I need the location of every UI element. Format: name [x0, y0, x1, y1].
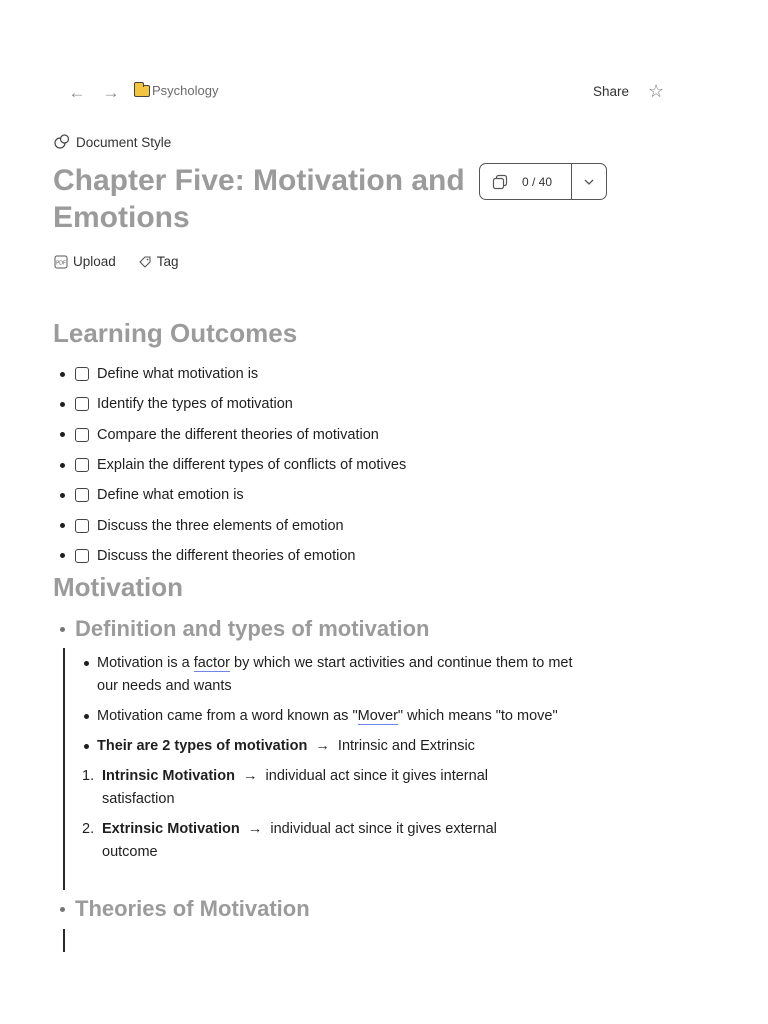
bullet: [60, 553, 65, 558]
tag-icon: [138, 255, 152, 269]
toggle-guide-line[interactable]: [63, 929, 65, 952]
list-item-text: Discuss the different theories of emotion: [97, 547, 356, 564]
chevron-down-icon: [584, 179, 594, 185]
bold-text: Intrinsic Motivation: [102, 768, 235, 784]
list-item-text: Explain the different types of conflicts of motives: [97, 457, 407, 474]
palette-icon: [54, 134, 70, 150]
folder-icon: [134, 85, 150, 97]
counter-dropdown-button[interactable]: [571, 164, 606, 199]
definition-content: [84, 652, 584, 864]
theories-subheading[interactable]: [60, 896, 310, 922]
bullet: [60, 627, 65, 632]
mover-link[interactable]: Mover: [357, 708, 398, 724]
page-counter-text: 0 / 40: [522, 174, 553, 189]
definition-subheading-text: Definition and types of motivation: [75, 616, 430, 641]
upload-label: Upload: [73, 254, 116, 269]
text: → individual act since it gives external outcome: [102, 821, 501, 860]
text: → individual act since it gives internal satisfaction: [102, 768, 493, 807]
list-item-text: Discuss the three elements of emotion: [97, 517, 344, 534]
definition-subheading[interactable]: [60, 616, 429, 642]
list-item: [84, 705, 584, 728]
numbered-item: [84, 765, 522, 811]
checkbox[interactable]: [75, 428, 89, 442]
list-item-text: Define what motivation is: [97, 366, 259, 383]
text: → Intrinsic and Extrinsic: [307, 738, 475, 754]
checkbox[interactable]: [75, 458, 89, 472]
copy-pages-icon: [492, 174, 508, 190]
document-style-label: Document Style: [76, 134, 172, 150]
numbered-item: [84, 818, 532, 864]
document-style-button[interactable]: [54, 134, 171, 150]
number-label: 2.: [82, 821, 95, 837]
list-item: [60, 389, 406, 419]
share-button[interactable]: Share: [593, 84, 630, 99]
learning-outcomes-list: [60, 359, 406, 571]
text: Motivation is a: [97, 655, 194, 671]
star-icon[interactable]: ☆: [648, 81, 665, 101]
tag-label: Tag: [156, 254, 179, 269]
meta-row: [54, 254, 201, 269]
learning-outcomes-heading: Learning Outcomes: [53, 318, 298, 348]
breadcrumb-folder-label: Psychology: [152, 83, 219, 98]
text: " which means "to move": [397, 708, 558, 724]
list-item: [60, 420, 406, 450]
bullet: [60, 493, 65, 498]
list-item: [60, 510, 406, 540]
list-item-text: Identify the types of motivation: [97, 396, 293, 413]
text: Motivation came from a word known as ": [97, 708, 358, 724]
list-item: [84, 735, 584, 758]
checkbox[interactable]: [75, 397, 89, 411]
toggle-guide-line[interactable]: [63, 648, 65, 890]
bold-text: Their are 2 types of motivation: [97, 738, 308, 754]
theories-subheading-text: Theories of Motivation: [75, 896, 310, 921]
page-counter: [479, 163, 607, 200]
list-item: [60, 359, 406, 389]
bullet: [60, 907, 65, 912]
bullet: [60, 523, 65, 528]
list-item: [60, 480, 406, 510]
checkbox[interactable]: [75, 549, 89, 563]
forward-arrow-icon[interactable]: →: [102, 83, 120, 102]
tag-button[interactable]: [138, 254, 179, 269]
breadcrumb-folder[interactable]: [134, 83, 218, 98]
bullet: [60, 402, 65, 407]
bullet: [60, 463, 65, 468]
upload-button[interactable]: [54, 254, 116, 269]
factor-link[interactable]: factor: [193, 655, 230, 671]
checkbox[interactable]: [75, 488, 89, 502]
page-title[interactable]: Chapter Five: Motivation and Emotions: [53, 164, 465, 234]
text: by which we start activities and continue them to met our needs and wants: [97, 655, 573, 694]
page-counter-button[interactable]: [480, 164, 571, 199]
checkbox[interactable]: [75, 367, 89, 381]
bullet: [60, 372, 65, 377]
top-nav-bar: [66, 82, 672, 106]
checkbox[interactable]: [75, 519, 89, 533]
list-item-text: Define what emotion is: [97, 487, 244, 504]
list-item: [84, 652, 584, 698]
bullet: [60, 432, 65, 437]
motivation-heading: Motivation: [53, 572, 183, 602]
svg-text:PDF: PDF: [56, 260, 66, 266]
list-item-text: Compare the different theories of motivation: [97, 426, 379, 443]
back-arrow-icon[interactable]: ←: [68, 83, 86, 102]
bullet: [84, 661, 89, 666]
list-item: [60, 541, 406, 571]
list-item: [60, 450, 406, 480]
number-label: 1.: [82, 768, 95, 784]
bold-text: Extrinsic Motivation: [102, 821, 240, 837]
bullet: [84, 714, 89, 719]
pdf-icon: [54, 255, 68, 269]
bullet: [84, 744, 89, 749]
